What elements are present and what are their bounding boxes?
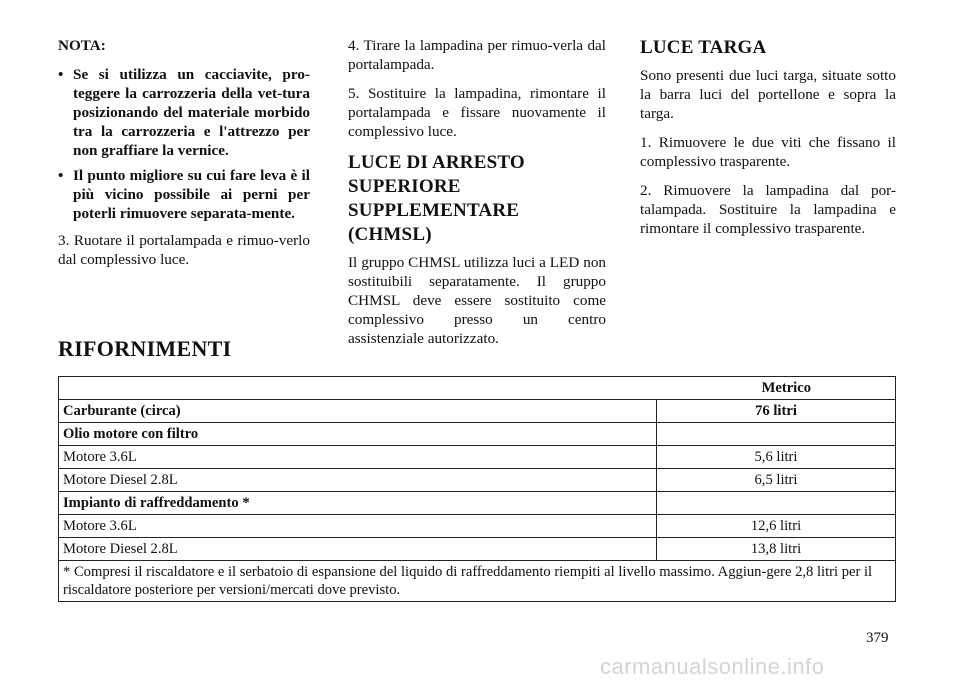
step-5-text: 5. Sostituire la lampadina, rimontare il portalampada e fissare nuovamente il complessivo luce. <box>348 85 606 140</box>
table-row <box>59 423 896 446</box>
note-item <box>58 166 310 223</box>
license-light-heading: LUCE TARGA <box>640 37 767 58</box>
step-3-text: 3. Ruotare il portalampada e rimuo-verlo dal complessivo luce. <box>58 232 310 268</box>
row-label: Motore Diesel 2.8L <box>59 538 657 561</box>
row-label: Motore Diesel 2.8L <box>59 469 657 492</box>
license-light-intro: Sono presenti due luci targa, situate sotto la barra luci del portellone e sopra la targa. <box>640 67 896 122</box>
note-item <box>58 65 310 160</box>
table-row <box>59 492 896 515</box>
row-value: 12,6 litri <box>657 515 896 538</box>
table-row <box>59 400 896 423</box>
page-number: 379 <box>866 630 889 646</box>
row-value: 5,6 litri <box>657 446 896 469</box>
row-label: Olio motore con filtro <box>59 423 657 446</box>
step-2-text: 2. Rimuovere la lampadina dal por-talampada. Sostituire la lampadina e rimontare il complessivo trasparente. <box>640 182 896 237</box>
chmsl-heading: LUCE DI ARRESTO SUPERIORE SUPPLEMENTARE (CHMSL) <box>348 152 525 245</box>
refills-heading: RIFORNIMENTI <box>58 336 232 361</box>
chmsl-text: Il gruppo CHMSL utilizza luci a LED non sostituibili separatamente. Il gruppo CHMSL deve essere sostituito come complessivo presso un centro assistenziale autorizzato. <box>348 254 606 347</box>
footnote-row <box>59 561 896 602</box>
bullet-icon: • <box>58 167 64 184</box>
table-row <box>59 446 896 469</box>
column-right <box>640 36 896 248</box>
table-row <box>59 538 896 561</box>
note-list <box>58 65 310 223</box>
table-row <box>59 515 896 538</box>
watermark-text: carmanualsonline.info <box>600 654 825 679</box>
step-1-text: 1. Rimuovere le due viti che fissano il complessivo trasparente. <box>640 134 896 170</box>
capacities-table <box>58 376 896 602</box>
row-value: 6,5 litri <box>657 469 896 492</box>
row-value: 13,8 litri <box>657 538 896 561</box>
step-4-text: 4. Tirare la lampadina per rimuo-verla dal portalampada. <box>348 37 606 73</box>
footnote-text: * Compresi il riscaldatore e il serbatoio di espansione del liquido di raffreddamento riempiti al livello massimo. Aggiun-gere 2,8 litri per il riscaldatore posteriore per versioni/mercati dove previsto. <box>59 561 896 602</box>
row-value <box>657 423 896 446</box>
row-label: Motore 3.6L <box>59 515 657 538</box>
table-row <box>59 469 896 492</box>
table-header-row <box>59 377 896 400</box>
column-middle <box>348 36 606 358</box>
bullet-icon: • <box>58 66 64 83</box>
row-label: Impianto di raffreddamento * <box>59 492 657 515</box>
column-left <box>58 36 310 279</box>
row-value <box>657 492 896 515</box>
note-label: NOTA: <box>58 37 106 54</box>
metric-header: Metrico <box>59 377 896 400</box>
row-value: 76 litri <box>657 400 896 423</box>
note-text: Se si utilizza un cacciavite, pro-teggere la carrozzeria della vet-tura posizionando del materiale morbido tra la carrozzeria e l'attrezzo per non graffiare la vernice. <box>73 66 310 159</box>
note-text: Il punto migliore su cui fare leva è il più vicino possibile ai perni per poterli rimuovere separata-mente. <box>73 167 310 222</box>
row-label: Motore 3.6L <box>59 446 657 469</box>
row-label: Carburante (circa) <box>59 400 657 423</box>
